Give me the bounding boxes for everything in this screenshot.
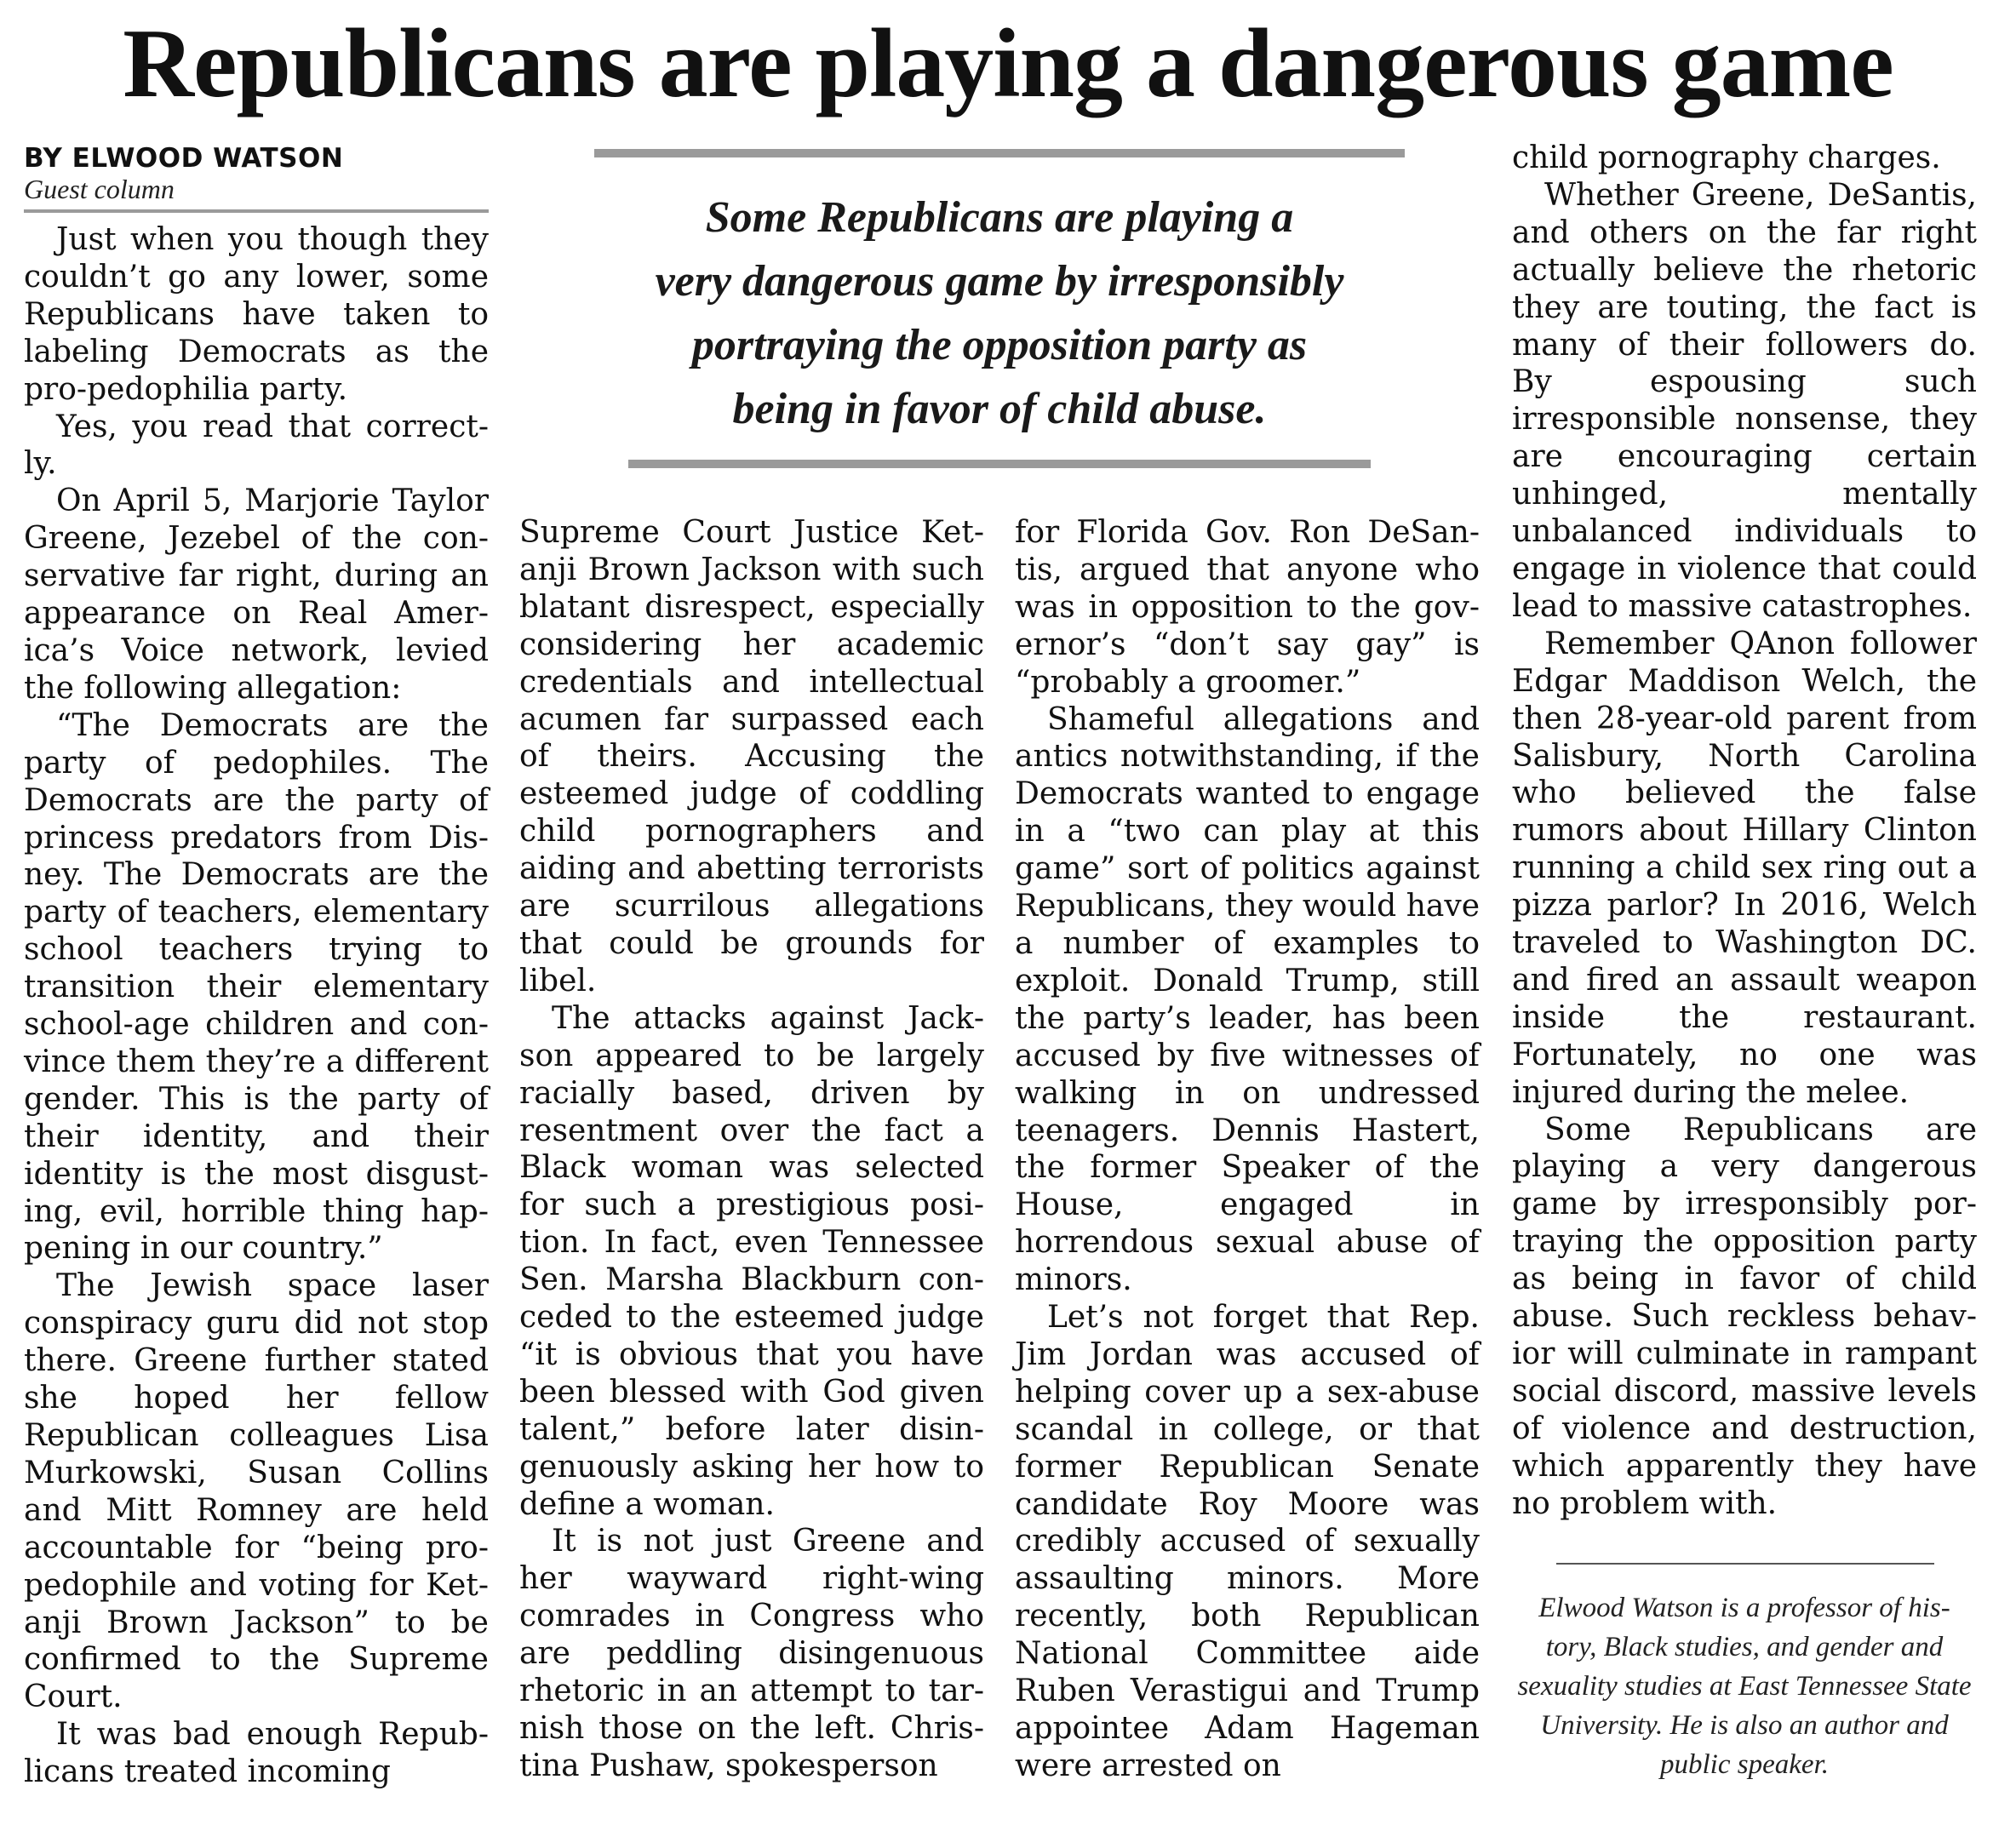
byline-block: [24, 143, 489, 213]
paragraph: It is not just Greene and her wayward right-wing comrades in Congress who are peddling disingenuous rhetoric in an attempt to tarnish those on the left. Christina Pushaw, spokesperson: [519, 1524, 984, 1783]
column-type-label: Guest column: [24, 174, 175, 204]
paragraph: Let’s not forget that Rep. Jim Jordan was accused of helping cover up a sex-abuse scandal in college, or that former Republican Senate candidate Roy Moore was credibly accused of sexually assaulting minors. More recently, both Republican National Committee aide Ruben Verastigui and Trump appointee Adam Hageman were arrested on: [1015, 1300, 1480, 1783]
paragraph: Just when you though they couldn’t go any lower, some Republicans have taken to labeling Democrats as the pro-pedophilia party.: [24, 222, 489, 407]
paragraph: On April 5, Marjorie Taylor Greene, Jezebel of the conservative far right, during an appearance on Real America’s Voice network, levied the following allegation:: [24, 483, 489, 706]
paragraph: Some Republicans are playing a very dangerous game by irresponsibly portraying the opposition party as being in favor of child abuse. Such reckless behavior will culminate in rampant social discord, massive levels of violence and destruction, which apparently they have no problem with.: [1512, 1112, 1977, 1521]
bio-line: University. He is also an author and: [1540, 1710, 1949, 1741]
pullquote-line: very dangerous game by irresponsibly: [655, 257, 1344, 306]
paragraph: Remember QAnon follower Edgar Maddison Welch, the then 28-year-old parent from Salisbury, North Carolina who believed the false rumors about Hillary Clinton running a child sex ring out a pizza parlor? In 2016, Welch traveled to Washington DC. and fired an assault weapon inside the restaurant. Fortunately, no one was injured during the melee.: [1512, 626, 1977, 1110]
article-column-2: [519, 514, 984, 1785]
paragraph: child pornography charges.: [1512, 140, 1941, 175]
byline-divider: [24, 209, 489, 213]
paragraph: “The Democrats are the party of pedophiles. The Democrats are the party of princess predators from Disney. The Democrats are the party of teachers, elementary school teachers trying to transition their elementary school-age children and convince them they’re a different gender. This is the party of their identity, and their identity is the most disgusting, evil, horrible thing happening in our country.”: [24, 707, 489, 1267]
paragraph: for Florida Gov. Ron DeSantis, argued that anyone who was in opposition to the governor’s “don’t say gay” is “probably a groomer.”: [1015, 515, 1480, 700]
article-column-4: [1512, 140, 1977, 1523]
pullquote: [594, 186, 1405, 441]
bio-line: public speaker.: [1660, 1749, 1829, 1780]
article-column-3: [1015, 514, 1480, 1785]
pullquote-bottom-rule: [628, 460, 1371, 468]
bio-line: tory, Black studies, and gender and: [1545, 1632, 1944, 1662]
paragraph: The Jewish space laser conspiracy guru did not stop there. Greene further stated she hoped her fellow Republican colleagues Lisa Murkowski, Susan Collins and Mitt Romney are held accountable for “being propedophile and voting for Ketanji Brown Jackson” to be confirmed to the Supreme Court.: [24, 1268, 489, 1715]
article-column-1: [24, 221, 489, 1791]
paragraph: Yes, you read that correctly.: [24, 409, 489, 482]
paragraph: Shameful allegations and antics notwithstanding, if the Democrats wanted to engage in a “two can play at this game” sort of politics against Republicans, they would have a number of examples to exploit. Donald Trump, still the party’s leader, has been accused by five witnesses of walking in on undressed teenagers. Dennis Hastert, the former Speaker of the House, engaged in horrendous sexual abuse of minors.: [1015, 701, 1480, 1298]
pullquote-line: Some Republicans are playing a: [705, 193, 1294, 242]
bio-line: sexuality studies at East Tennessee State: [1517, 1671, 1972, 1702]
paragraph: Supreme Court Justice Ketanji Brown Jackson with such blatant disrespect, especially considering her academic credentials and intellectual acumen far surpassed each of theirs. Accusing the esteemed judge of coddling child pornographers and aiding and abetting terrorists are scurrilous allegations that could be grounds for libel.: [519, 515, 984, 998]
bio-line: Elwood Watson is a professor of his-: [1538, 1593, 1950, 1623]
author-bio: [1512, 1588, 1977, 1784]
paragraph: It was bad enough Republicans treated incoming: [24, 1717, 489, 1790]
bio-divider: [1556, 1563, 1934, 1565]
paragraph: The attacks against Jackson appeared to be largely racially based, driven by resentment over the fact a Black woman was selected for such a prestigious position. In fact, even Tennessee Sen. Marsha Blackburn conceded to the esteemed judge “it is obvious that you have been blessed with God given talent,” before later disingenuously asking her how to define a woman.: [519, 1000, 984, 1522]
paragraph: Whether Greene, DeSantis, and others on the far right actually believe the rhetoric they are touting, the fact is many of their followers do. By espousing such irresponsible nonsense, they are encouraging certain unhinged, mentally unbalanced individuals to engage in violence that could lead to massive catastrophes.: [1512, 177, 1977, 624]
headline: Republicans are playing a dangerous game: [123, 9, 1893, 118]
byline: BY ELWOOD WATSON: [24, 143, 344, 174]
pullquote-line: portraying the opposition party as: [691, 321, 1308, 369]
pullquote-top-rule: [594, 149, 1405, 157]
pullquote-line: being in favor of child abuse.: [732, 385, 1267, 433]
